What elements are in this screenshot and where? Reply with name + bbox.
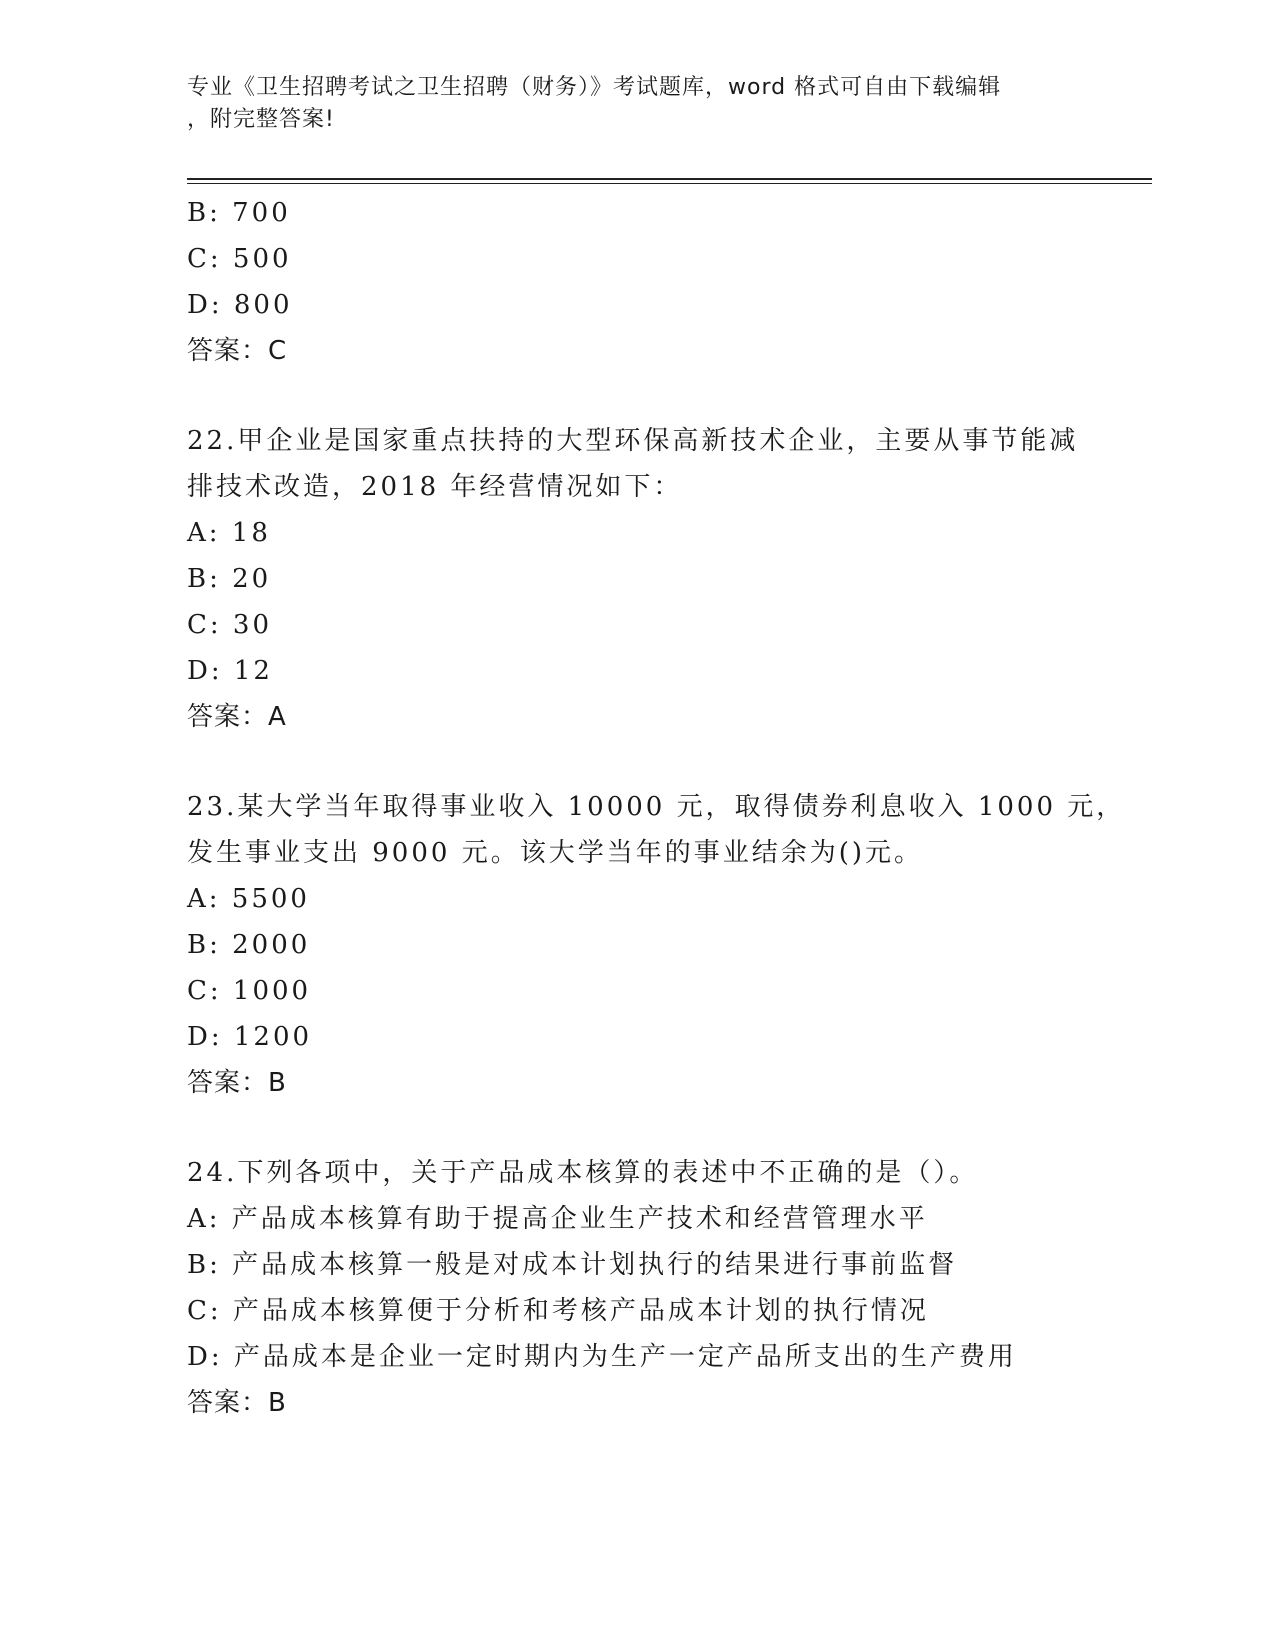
option-c: C: 500 bbox=[187, 244, 292, 274]
option-d: D: 产品成本是企业一定时期内为生产一定产品所支出的生产费用 bbox=[187, 1342, 1017, 1372]
option-a: A: 5500 bbox=[187, 884, 310, 914]
option-b: B: 2000 bbox=[187, 930, 311, 960]
question-stem-line: 23.某大学当年取得事业收入 10000 元，取得债券利息收入 1000 元， bbox=[187, 792, 1126, 822]
question-list bbox=[187, 190, 1126, 1426]
answer-line: 答案：B bbox=[187, 1388, 287, 1418]
question-23 bbox=[187, 784, 1126, 1106]
option-c: C: 1000 bbox=[187, 976, 312, 1006]
question-22 bbox=[187, 418, 1087, 740]
option-b: B: 20 bbox=[187, 564, 272, 594]
header-divider-thick bbox=[187, 178, 1152, 180]
header-divider-thin bbox=[187, 183, 1152, 184]
option-b: B: 700 bbox=[187, 198, 291, 228]
option-d: D: 12 bbox=[187, 656, 273, 686]
option-a: A: 产品成本核算有助于提高企业生产技术和经营管理水平 bbox=[187, 1204, 928, 1234]
option-c: C: 产品成本核算便于分析和考核产品成本计划的执行情况 bbox=[187, 1296, 929, 1326]
option-d: D: 800 bbox=[187, 290, 293, 320]
header-line-1: 专业《卫生招聘考试之卫生招聘（财务）》考试题库，word 格式可自由下载编辑 bbox=[187, 75, 1002, 100]
option-b: B: 产品成本核算一般是对成本计划执行的结果进行事前监督 bbox=[187, 1250, 958, 1280]
question-stem-line: 22.甲企业是国家重点扶持的大型环保高新技术企业，主要从事节能减 bbox=[187, 426, 1079, 456]
question-stem-line: 发生事业支出 9000 元。该大学当年的事业结余为()元。 bbox=[187, 838, 923, 868]
answer-line: 答案：A bbox=[187, 702, 287, 732]
option-d: D: 1200 bbox=[187, 1022, 313, 1052]
question-stem-line: 24.下列各项中，关于产品成本核算的表述中不正确的是（）。 bbox=[187, 1158, 979, 1188]
question-21-continued bbox=[187, 190, 1087, 374]
header-line-2: ，附完整答案! bbox=[187, 107, 335, 132]
answer-line: 答案：B bbox=[187, 1068, 287, 1098]
option-c: C: 30 bbox=[187, 610, 273, 640]
question-24 bbox=[187, 1150, 1087, 1426]
answer-line: 答案：C bbox=[187, 336, 288, 366]
document-header bbox=[187, 72, 1067, 136]
option-a: A: 18 bbox=[187, 518, 271, 548]
question-stem-line: 排技术改造，2018 年经营情况如下： bbox=[187, 472, 683, 502]
